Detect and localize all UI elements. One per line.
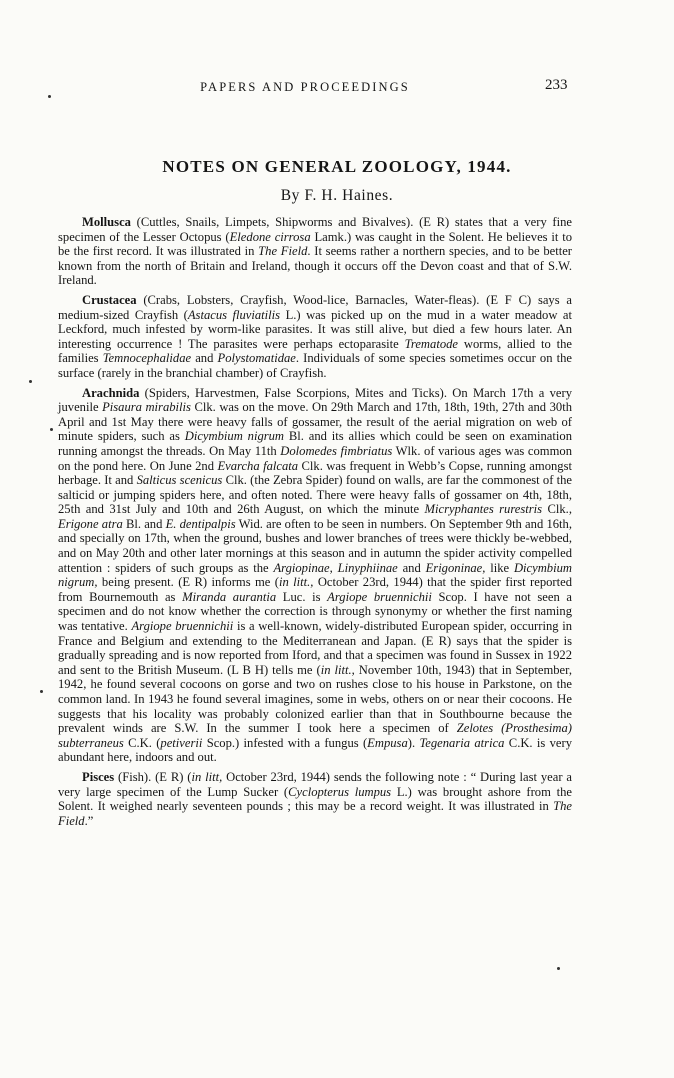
text-run: L.) was brought ashore from the Solent. It weighed nearly seventeen pounds ; this may be a record weight. It was illustrated in: [58, 784, 572, 814]
text-run: . It seems rather a northern species, and to be better known from the north of Britain and Ireland, though it occurs off the Devon coast and that of S.W. Ireland.: [58, 244, 572, 288]
text-run: being present. (E R) informs me (: [97, 575, 279, 590]
section-paragraph: [58, 770, 572, 828]
byline-prefix: By: [280, 187, 300, 204]
section-heading: Pisces: [82, 769, 115, 784]
article-title: NOTES ON GENERAL ZOOLOGY, 1944.: [162, 157, 512, 176]
italic-term: Evarcha falcata: [217, 458, 299, 473]
italic-term: Temnocephalidae: [102, 351, 192, 366]
text-run: Bl. and: [122, 516, 166, 531]
byline: [0, 187, 674, 205]
italic-term: Zelotes (Prosthesima) subterraneus: [58, 721, 572, 750]
article-body: [58, 215, 572, 833]
text-run: Wid. are often to be seen in numbers. On September 9th and 16th, and specially on 17th, when the ground, bushes and lower branches of trees were thickly be-webbed, and on May 20th and other later mornings at this season and in autumn the spider activity compelled attention : spiders of such groups as the: [58, 516, 572, 575]
italic-term: Argiopinae, Linyphiinae: [273, 560, 398, 575]
text-run: October 23rd, 1944) that the spider first reported from Bournemouth as: [58, 575, 572, 604]
page-number: 233: [545, 77, 568, 93]
running-head: PAPERS AND PROCEEDINGS: [200, 80, 410, 94]
italic-term: E. dentipalpis: [165, 516, 236, 531]
text-run: is a well-known, widely-distributed European spider, occurring in France and Belgium and extending to the Mediterranean and Japan. (E R) says that the spider is gradually spreading and is now reported from Iford, and that a specimen was found in Sussex in 1922 and sent to the British Museum. (L B H) tells me (: [58, 619, 572, 677]
text-run: Wlk. of various ages was common on the pond here. On June 2nd: [58, 443, 572, 473]
italic-term: Argiope bruennichii: [131, 619, 234, 634]
italic-term: The Field: [258, 244, 308, 259]
scan-speck: [29, 380, 32, 383]
text-run: Bl. and its allies which could be seen on examination running amongst the threads. On May 11th: [58, 429, 572, 458]
text-run: worms, allied to the families: [58, 336, 572, 366]
italic-term: Cyclopterus lumpus: [288, 784, 392, 799]
italic-term: Miranda aurantia: [182, 589, 277, 604]
text-run: October 23rd, 1944) sends the following note : “ During last year a very large specimen of the Lump Sucker (: [58, 769, 572, 799]
text-run: Clk.,: [542, 502, 572, 517]
section-heading: Crustacea: [82, 292, 137, 307]
italic-term: Salticus scenicus: [136, 473, 223, 488]
italic-term: The Field: [58, 799, 572, 828]
section-heading: Arachnida: [82, 385, 140, 400]
section-paragraph: [58, 215, 572, 288]
author-name: F. H. Haines.: [304, 187, 394, 204]
italic-term: Argiope bruennichii: [327, 589, 432, 604]
italic-term: Eledone cirrosa: [229, 229, 311, 244]
text-run: (Spiders, Harvestmen, False Scorpions, Mites and Ticks). On March 17th a very juvenile: [58, 385, 572, 415]
text-run: (Cuttles, Snails, Limpets, Shipworms and Bivalves). (E R) states that a very fine specimen of the Lesser Octopus (: [58, 215, 572, 244]
text-run: like: [485, 560, 514, 575]
italic-term: Trematode: [404, 336, 458, 351]
text-run: ).: [407, 735, 420, 750]
text-run: and: [191, 351, 218, 366]
scan-speck: [40, 690, 43, 693]
text-run: Scop. I have not seen a specimen and do not know whether the correction is through synonymy or whether the first naming was tentative.: [58, 589, 572, 634]
text-run: November 10th, 1943) that in September, 1942, he found several cocoons on gorse and two on rushes close to his house in Parkstone, on the common land. In 1943 he found several imagines, some in webs, others on or near their cocoons. He suggests that his locality was probably colonized earlier than that in Southbourne because the prevalent winds are S.W. In the summer I took here a specimen of: [58, 662, 572, 736]
text-run: and: [397, 560, 426, 575]
section-paragraph: [58, 293, 572, 381]
italic-term: in litt.,: [320, 662, 355, 677]
italic-term: Polystomatidae: [217, 351, 296, 366]
text-run: Clk. was on the move. On 29th March and 17th, 18th, 19th, 27th and 30th April and 1st May there were heavy falls of gossamer, the result of the aerial migration on web of minute spiders, such as: [58, 400, 572, 444]
text-run: Clk. (the Zebra Spider) found on walls, are far the commonest of the salticid or jumping spiders here, and often noted. There were heavy falls of gossamer on 4th, 18th, 25th and 31st July and 10th and 26th August, on which the minute: [58, 473, 573, 517]
text-run: Luc. is: [276, 589, 328, 604]
italic-term: Erigone atra: [58, 516, 123, 531]
italic-term: in litt.,: [278, 575, 314, 590]
text-run: . Individuals of some species sometimes occur on the surface (rarely in the branchial chamber) of Crayfish.: [58, 351, 573, 380]
italic-term: Tegenaria atrica: [419, 735, 505, 750]
text-run: Clk. was frequent in Webb’s Copse, running amongst herbage. It and: [58, 458, 572, 488]
text-run: (Fish). (E R) (: [114, 769, 192, 784]
scan-speck: [48, 95, 51, 98]
section-heading: Mollusca: [82, 215, 131, 229]
text-run: C.K. (: [123, 735, 161, 750]
text-run: L.) was picked up on the mud in a water meadow at Leckford, much infested by worm-like parasites. It was still alive, but died a few hours later. An interesting occurrence ! The parasites were perhaps ectoparasite: [58, 307, 572, 351]
italic-term: Dicymbium nigrum: [184, 429, 285, 444]
italic-term: Dolomedes fimbriatus: [280, 443, 393, 458]
italic-term: Astacus fluviatilis: [187, 307, 281, 322]
italic-term: in litt,: [191, 769, 223, 784]
italic-term: Micryphantes rurestris: [424, 502, 543, 517]
italic-term: Dicymbium nigrum,: [58, 560, 572, 590]
scan-speck: [557, 967, 560, 970]
text-run: .”: [84, 813, 94, 828]
italic-term: petiverii: [160, 735, 203, 750]
text-run: Scop.) infested with a fungus (: [202, 735, 368, 750]
text-run: (Crabs, Lobsters, Crayfish, Wood-lice, Barnacles, Water-fleas). (E F C) says a medium-sized Crayfish (: [58, 292, 572, 322]
text-run: Lamk.) was caught in the Solent. He believes it to be the first record. It was illustrated in: [58, 229, 573, 259]
text-run: C.K. is very abundant here, indoors and out.: [58, 735, 572, 765]
scan-speck: [50, 428, 53, 431]
italic-term: Pisaura mirabilis: [102, 400, 191, 415]
section-paragraph: [58, 386, 572, 765]
italic-term: Empusa: [367, 735, 408, 750]
italic-term: Erigoninae,: [425, 560, 486, 575]
